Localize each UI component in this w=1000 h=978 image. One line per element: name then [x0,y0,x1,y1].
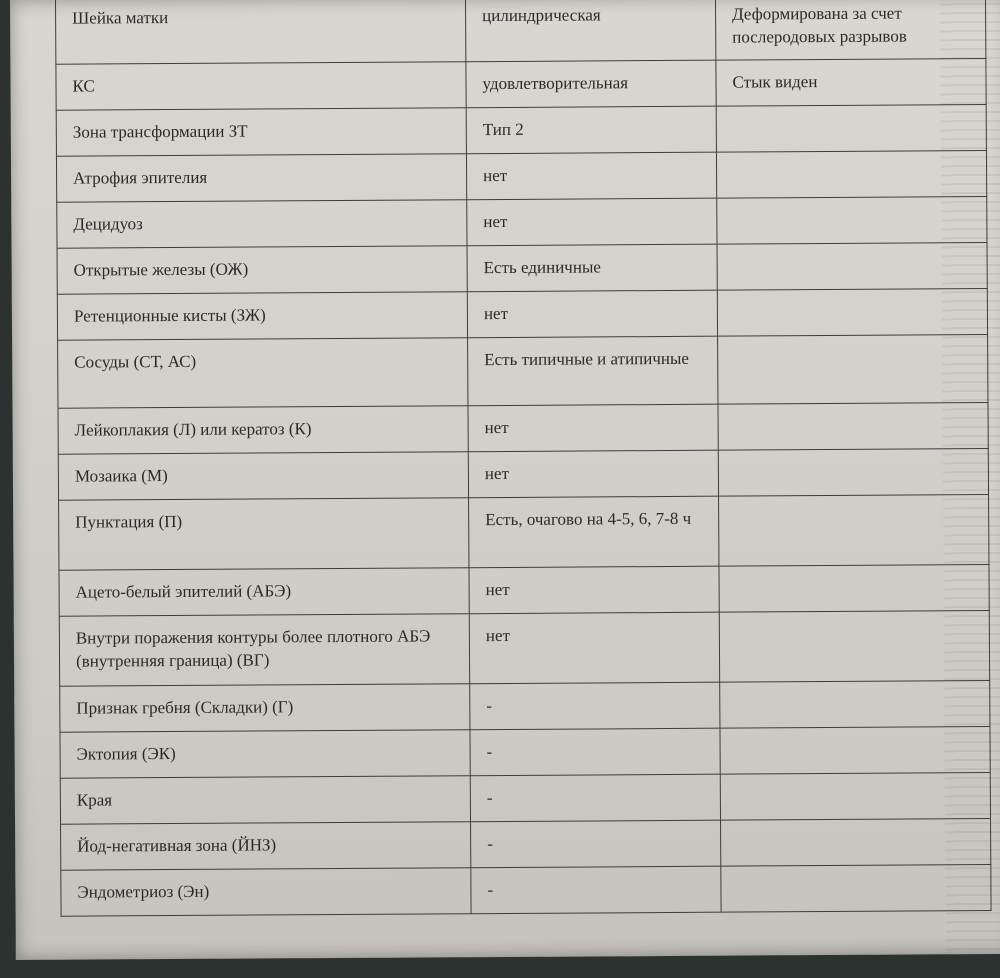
note-cell [717,243,987,291]
table-row [60,727,990,779]
scanned-page [10,0,1000,960]
table-row [55,0,985,64]
param-cell: Ацето-белый эпителий (АБЭ) [59,568,469,617]
param-cell: Шейка матки [55,0,465,64]
note-cell [719,611,989,683]
param-cell: Зона трансформации ЗТ [56,108,466,157]
note-cell [721,819,991,867]
note-cell [716,151,986,199]
value-cell: Тип 2 [466,106,716,154]
param-cell: Пунктация (П) [59,498,469,571]
note-cell [721,865,991,913]
value-cell: - [471,866,721,914]
note-cell [718,449,988,497]
table-row [60,681,990,733]
value-cell: - [470,682,720,730]
table-row [59,565,989,617]
table-row [57,289,987,341]
value-cell: нет [468,450,718,498]
param-cell: Открытые железы (ОЖ) [57,246,467,295]
note-cell [718,335,988,405]
param-cell: КС [56,62,466,111]
note-cell: Стык виден [716,59,986,107]
value-cell: нет [469,612,719,684]
table-row [59,611,989,687]
param-cell: Йод-негативная зона (ЙНЗ) [61,822,471,871]
table-row [57,197,987,249]
table-row [57,243,987,295]
value-cell: - [470,728,720,776]
value-cell: - [471,820,721,868]
note-cell [720,681,990,729]
param-cell: Лейкоплакия (Л) или кератоз (К) [58,406,468,455]
param-cell: Мозаика (М) [58,452,468,501]
value-cell: нет [469,566,719,614]
note-cell [719,565,989,613]
value-cell: нет [466,152,716,200]
param-cell: Внутри поражения контуры более плотного АБЭ (внутренняя граница) (ВГ) [59,614,469,687]
value-cell: нет [467,290,717,338]
param-cell: Ретенционные кисты (ЗЖ) [57,292,467,341]
note-cell: Деформирована за счет послеродовых разрывов [715,0,985,60]
value-cell: нет [468,404,718,452]
value-cell: нет [467,198,717,246]
value-cell: цилиндрическая [465,0,715,62]
param-cell: Эндометриоз (Эн) [61,868,471,917]
table-row [58,403,988,455]
table-row [58,449,988,501]
value-cell: Есть типичные и атипичные [468,336,718,406]
table-row [60,773,990,825]
table-row [56,151,986,203]
table-row [56,59,986,111]
note-cell [719,495,989,567]
value-cell: Есть, очагово на 4-5, 6, 7-8 ч [469,496,719,568]
table-row [58,335,988,409]
param-cell: Эктопия (ЭК) [60,730,470,779]
note-cell [718,403,988,451]
param-cell: Признак гребня (Складки) (Г) [60,684,470,733]
param-cell: Децидуоз [57,200,467,249]
note-cell [716,105,986,153]
table-row [56,105,986,157]
table-row [59,495,989,571]
param-cell: Края [60,776,470,825]
table-row [61,865,991,917]
colposcopy-findings-table [55,0,992,917]
param-cell: Сосуды (СТ, АС) [58,338,468,409]
param-cell: Атрофия эпителия [56,154,466,203]
note-cell [717,289,987,337]
value-cell: Есть единичные [467,244,717,292]
value-cell: удовлетворительная [466,60,716,108]
note-cell [720,773,990,821]
note-cell [717,197,987,245]
note-cell [720,727,990,775]
value-cell: - [470,774,720,822]
table-row [61,819,991,871]
